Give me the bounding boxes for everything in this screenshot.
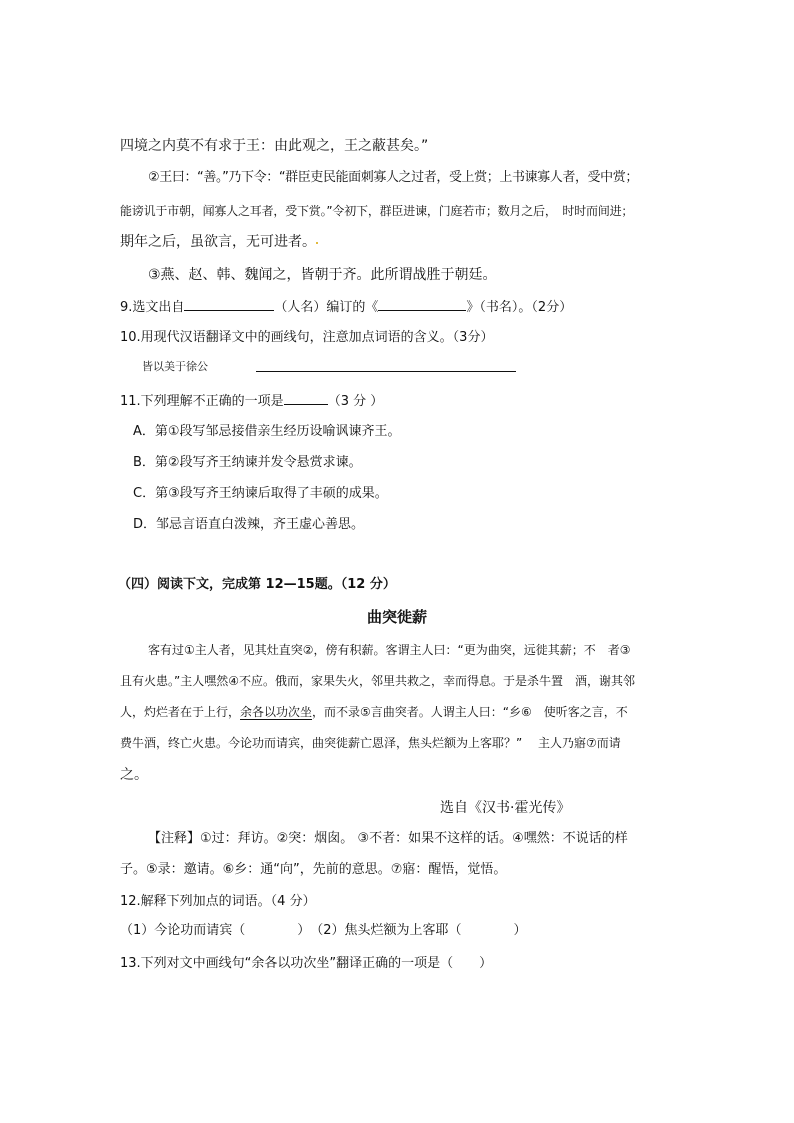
q9-text-3: 》（书名）。（2分） <box>466 300 573 315</box>
passage-para2-line3: 期年之后，虽欲言，无可进者。 <box>120 234 316 250</box>
passage2-line3-c: ，而不录⑤言曲突者。人谓主人曰：“乡⑥ 使听客之言，不 <box>312 705 628 719</box>
passage2-line5: 之。 <box>120 767 148 783</box>
q12-items: （1）今论功而请宾（ ） （2）焦头烂额为上客耶（ ） <box>120 923 527 938</box>
q10-answer-line[interactable] <box>256 371 516 372</box>
q9-blank-author[interactable] <box>184 296 274 311</box>
passage-title: 曲突徙薪 <box>366 608 427 626</box>
question-12: 12.解释下列加点的词语。（4 分） <box>120 894 316 909</box>
passage-para3: ③燕、赵、韩、魏闻之，皆朝于齐。此所谓战胜于朝廷。 <box>148 267 497 283</box>
q11-text-1: 11.下列理解不正确的一项是 <box>120 394 284 409</box>
q9-text-2: （人名）编订的《 <box>274 300 379 315</box>
q10-sentence: 皆以美于徐公 <box>142 360 208 373</box>
passage-line-1: 四境之内莫不有求于王：由此观之，王之蔽甚矣。” <box>120 138 429 154</box>
passage-para2-line1: ②王曰：“善。”乃下令：“群臣吏民能面刺寡人之过者，受上赏；上书谏寡人者，受中赏； <box>148 170 638 185</box>
q11-option-a: A．第①段写邹忌接借亲生经历设喻讽谏齐王。 <box>133 424 401 439</box>
question-11 <box>120 390 383 412</box>
passage2-line4: 费牛酒，终亡火患。今论功而请宾，曲突徙薪亡恩泽，焦头烂额为上客耶？” 主人乃寤⑦而请 <box>120 736 621 750</box>
notes-line-1: 【注释】①过：拜访。②突：烟囱。 ③不者：如果不这样的话。④嘿然：不说话的样 <box>148 831 628 846</box>
question-9 <box>120 296 572 318</box>
passage2-line3 <box>120 702 628 722</box>
q11-option-d: D．邹忌言语直白泼辣，齐王虚心善思。 <box>133 517 365 532</box>
notes-line-2: 子。⑤录：邀请。⑥乡：通“向”，先前的意思。⑦寤：醒悟，觉悟。 <box>120 862 507 877</box>
passage2-line3-a: 人，灼烂者在于上行， <box>120 705 241 719</box>
passage-para2-line2: 能谤讥于市朝，闻寡人之耳者，受下赏。”令初下，群臣进谏，门庭若市；数月之后， 时时而间进； <box>120 204 634 218</box>
q9-blank-book[interactable] <box>378 296 466 311</box>
underlined-sentence: 余各以功次坐 <box>240 705 313 719</box>
passage2-line1: 客有过①主人者，见其灶直突②，傍有积薪。客谓主人曰：“更为曲突，远徙其薪；不 者③ <box>148 643 631 657</box>
q11-option-b: B．第②段写齐王纳谏并发令悬赏求谏。 <box>133 455 362 470</box>
question-13: 13.下列对文中画线句“余各以功次坐”翻译正确的一项是（ ） <box>120 956 493 971</box>
q11-option-c: C．第③段写齐王纳谏后取得了丰硕的成果。 <box>133 486 388 501</box>
section-4-heading: （四）阅读下文，完成第 12—15题。（12 分） <box>118 577 396 592</box>
q11-blank[interactable] <box>284 390 328 405</box>
decorative-dot <box>316 242 318 244</box>
question-10: 10.用现代汉语翻译文中的画线句，注意加点词语的含义。（3分） <box>120 330 494 345</box>
q9-text-1: 9.选文出自 <box>120 300 185 315</box>
passage-source: 选自《汉书·霍光传》 <box>440 800 571 816</box>
passage2-line2: 且有火患。”主人嘿然④不应。俄而，家果失火，邻里共救之，幸而得息。于是杀牛置 酒，谢其邻 <box>120 674 635 688</box>
q11-text-2: （3 分 ） <box>327 394 384 409</box>
